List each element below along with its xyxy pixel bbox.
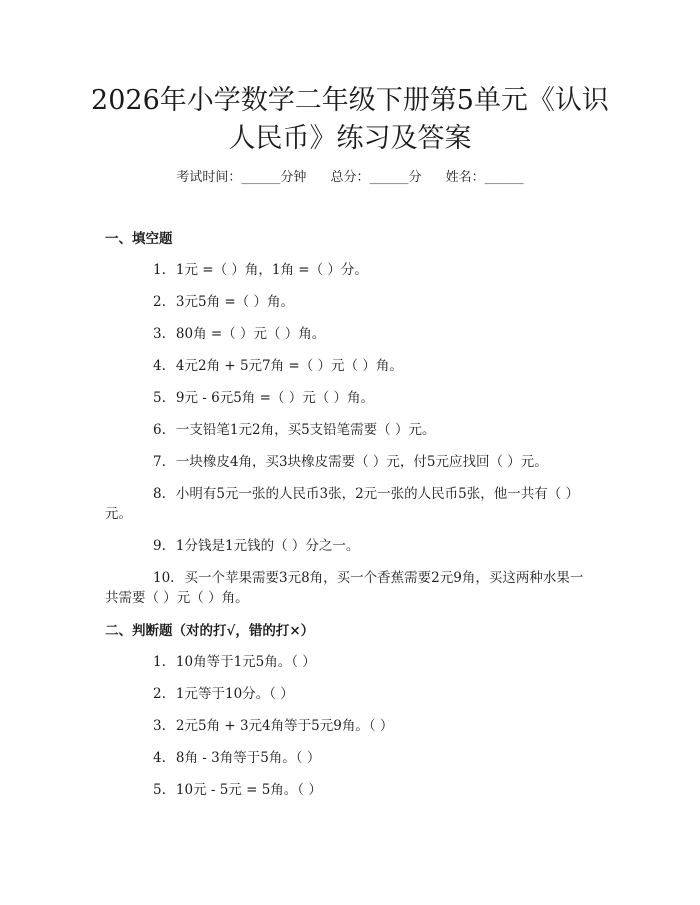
question-text: 一块橡皮4角，买3块橡皮需要（ ）元，付5元应找回（ ）元。 [175,454,548,470]
question-item [105,748,595,768]
question-item [105,684,595,704]
question-text: 3元5角 =（ ）角。 [175,294,294,310]
question-text: 1分钱是1元钱的（ ）分之一。 [175,538,360,554]
question-text: 一支铅笔1元2角，买5支铅笔需要（ ）元。 [175,422,436,438]
question-item [105,356,595,376]
section-heading-true-false: 二、判断题（对的打√，错的打×） [105,623,315,639]
section-heading-fill-blank: 一、填空题 [105,231,173,247]
question-text: 10角等于1元5角。（ ） [175,654,316,670]
question-number: 2. [153,686,166,702]
question-number: 7. [153,454,166,470]
question-text: 4元2角 + 5元7角 =（ ）元（ ）角。 [175,358,403,374]
question-item [105,452,595,472]
question-text: 小明有5元一张的人民币3张，2元一张的人民币5张，他一共有（ ）元。 [105,486,580,522]
question-text: 10元 - 5元 = 5角。（ ） [175,782,322,798]
exam-meta [0,169,700,187]
question-number: 4. [153,750,166,766]
question-text: 80角 =（ ）元（ ）角。 [175,326,326,342]
question-text: 1元 =（ ）角，1角 =（ ）分。 [175,262,368,278]
exam-time-field: 考试时间：______分钟 [176,170,307,185]
question-item [105,652,595,672]
question-number: 2. [153,294,166,310]
question-number: 5. [153,782,166,798]
question-item [105,292,595,312]
question-item [105,716,595,736]
question-number: 1. [153,654,166,670]
question-number: 3. [153,718,166,734]
question-number: 10. [153,570,175,586]
question-item [105,780,595,800]
question-text: 买一个苹果需要3元8角，买一个香蕉需要2元9角，买这两种水果一共需要（ ）元（ ）角。 [105,570,584,606]
question-number: 6. [153,422,166,438]
question-item [105,260,595,280]
question-text: 2元5角 + 3元4角等于5元9角。（ ） [175,718,394,734]
name-field: 姓名：______ [445,170,524,185]
question-item [105,536,595,556]
question-number: 9. [153,538,166,554]
question-item [105,484,595,524]
total-score-field: 总分：______分 [330,170,422,185]
question-text: 8角 - 3角等于5角。（ ） [175,750,321,766]
question-item [105,324,595,344]
question-item [105,568,595,608]
question-number: 5. [153,390,166,406]
question-text: 9元 - 6元5角 =（ ）元（ ）角。 [175,390,374,406]
question-number: 3. [153,326,166,342]
question-item [105,388,595,408]
question-number: 4. [153,358,166,374]
question-item [105,420,595,440]
question-number: 8. [153,486,166,502]
page-title: 2026年小学数学二年级下册第5单元《认识人民币》练习及答案 [91,85,609,154]
question-text: 1元等于10分。（ ） [175,686,294,702]
question-number: 1. [153,262,166,278]
